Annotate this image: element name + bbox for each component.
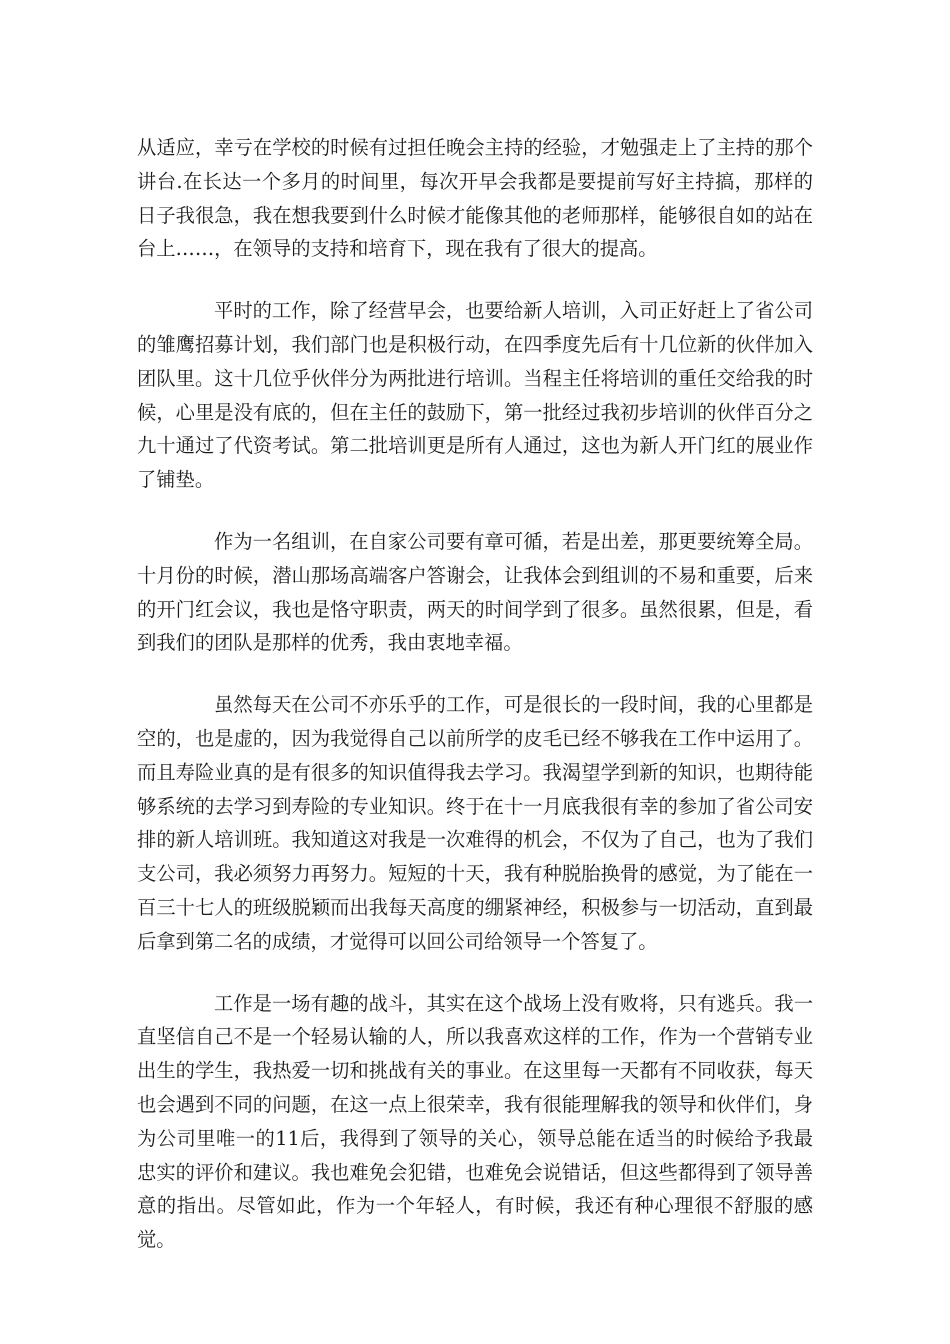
paragraph-4: 虽然每天在公司不亦乐乎的工作，可是很长的一段时间，我的心里都是空的，也是虚的，因为我觉得自己以前所学的皮毛已经不够我在工作中运用了。而且寿险业真的是有很多的知识值得我去学习。我渴望学到新的知识，也期待能够系统的去学习到寿险的专业知识。终于在十一月底我很有幸的参加了省公司安排的新人培训班。我知道这对我是一次难得的机会，不仅为了自己，也为了我们支公司，我必须努力再努力。短短的十天，我有种脱胎换骨的感觉，为了能在一百三十七人的班级脱颖而出我每天高度的绷紧神经，积极参与一切活动，直到最后拿到第二名的成绩，才觉得可以回公司给领导一个答复了。 — [137, 693, 813, 953]
paragraph-3: 作为一名组训，在自家公司要有章可循，若是出差，那更要统筹全局。十月份的时候，潜山那场高端客户答谢会，让我体会到组训的不易和重要，后来的开门红会议，我也是恪守职责，两天的时间学到了很多。虽然很累，但是，看到我们的团队是那样的优秀，我由衷地幸福。 — [137, 529, 813, 655]
paragraph-2: 平时的工作，除了经营早会，也要给新人培训，入司正好赶上了省公司的雏鹰招募计划，我们部门也是积极行动，在四季度先后有十几位新的伙伴加入团队里。这十几位乎伙伴分为两批进行培训。当程主任将培训的重任交给我的时候，心里是没有底的，但在主任的鼓励下，第一批经过我初步培训的伙伴百分之九十通过了代资考试。第二批培训更是所有人通过，这也为新人开门红的展业作了铺垫。 — [137, 299, 813, 492]
paragraph-1: 从适应，幸亏在学校的时候有过担任晚会主持的经验，才勉强走上了主持的那个讲台.在长达一个多月的时间里，每次开早会我都是要提前写好主持搞，那样的日子我很急，我在想我要到什么时候才能像其他的老师那样，能够很自如的站在台上……，在领导的支持和培育下，现在我有了很大的提高。 — [137, 136, 813, 261]
paragraph-5: 工作是一场有趣的战斗，其实在这个战场上没有败将，只有逃兵。我一直坚信自己不是一个轻易认输的人，所以我喜欢这样的工作，作为一个营销专业出生的学生，我热爱一切和挑战有关的事业。在这里每一天都有不同收获，每天也会遇到不同的问题，在这一点上很荣幸，我有很能理解我的领导和伙伴们，身为公司里唯一的11后，我得到了领导的关心，领导总能在适当的时候给予我最忠实的评价和建议。我也难免会犯错，也难免会说错话，但这些都得到了领导善意的指出。尽管如此，作为一个年轻人，有时候，我还有种心理很不舒服的感觉。 — [137, 991, 813, 1252]
document-body — [137, 131, 813, 1285]
